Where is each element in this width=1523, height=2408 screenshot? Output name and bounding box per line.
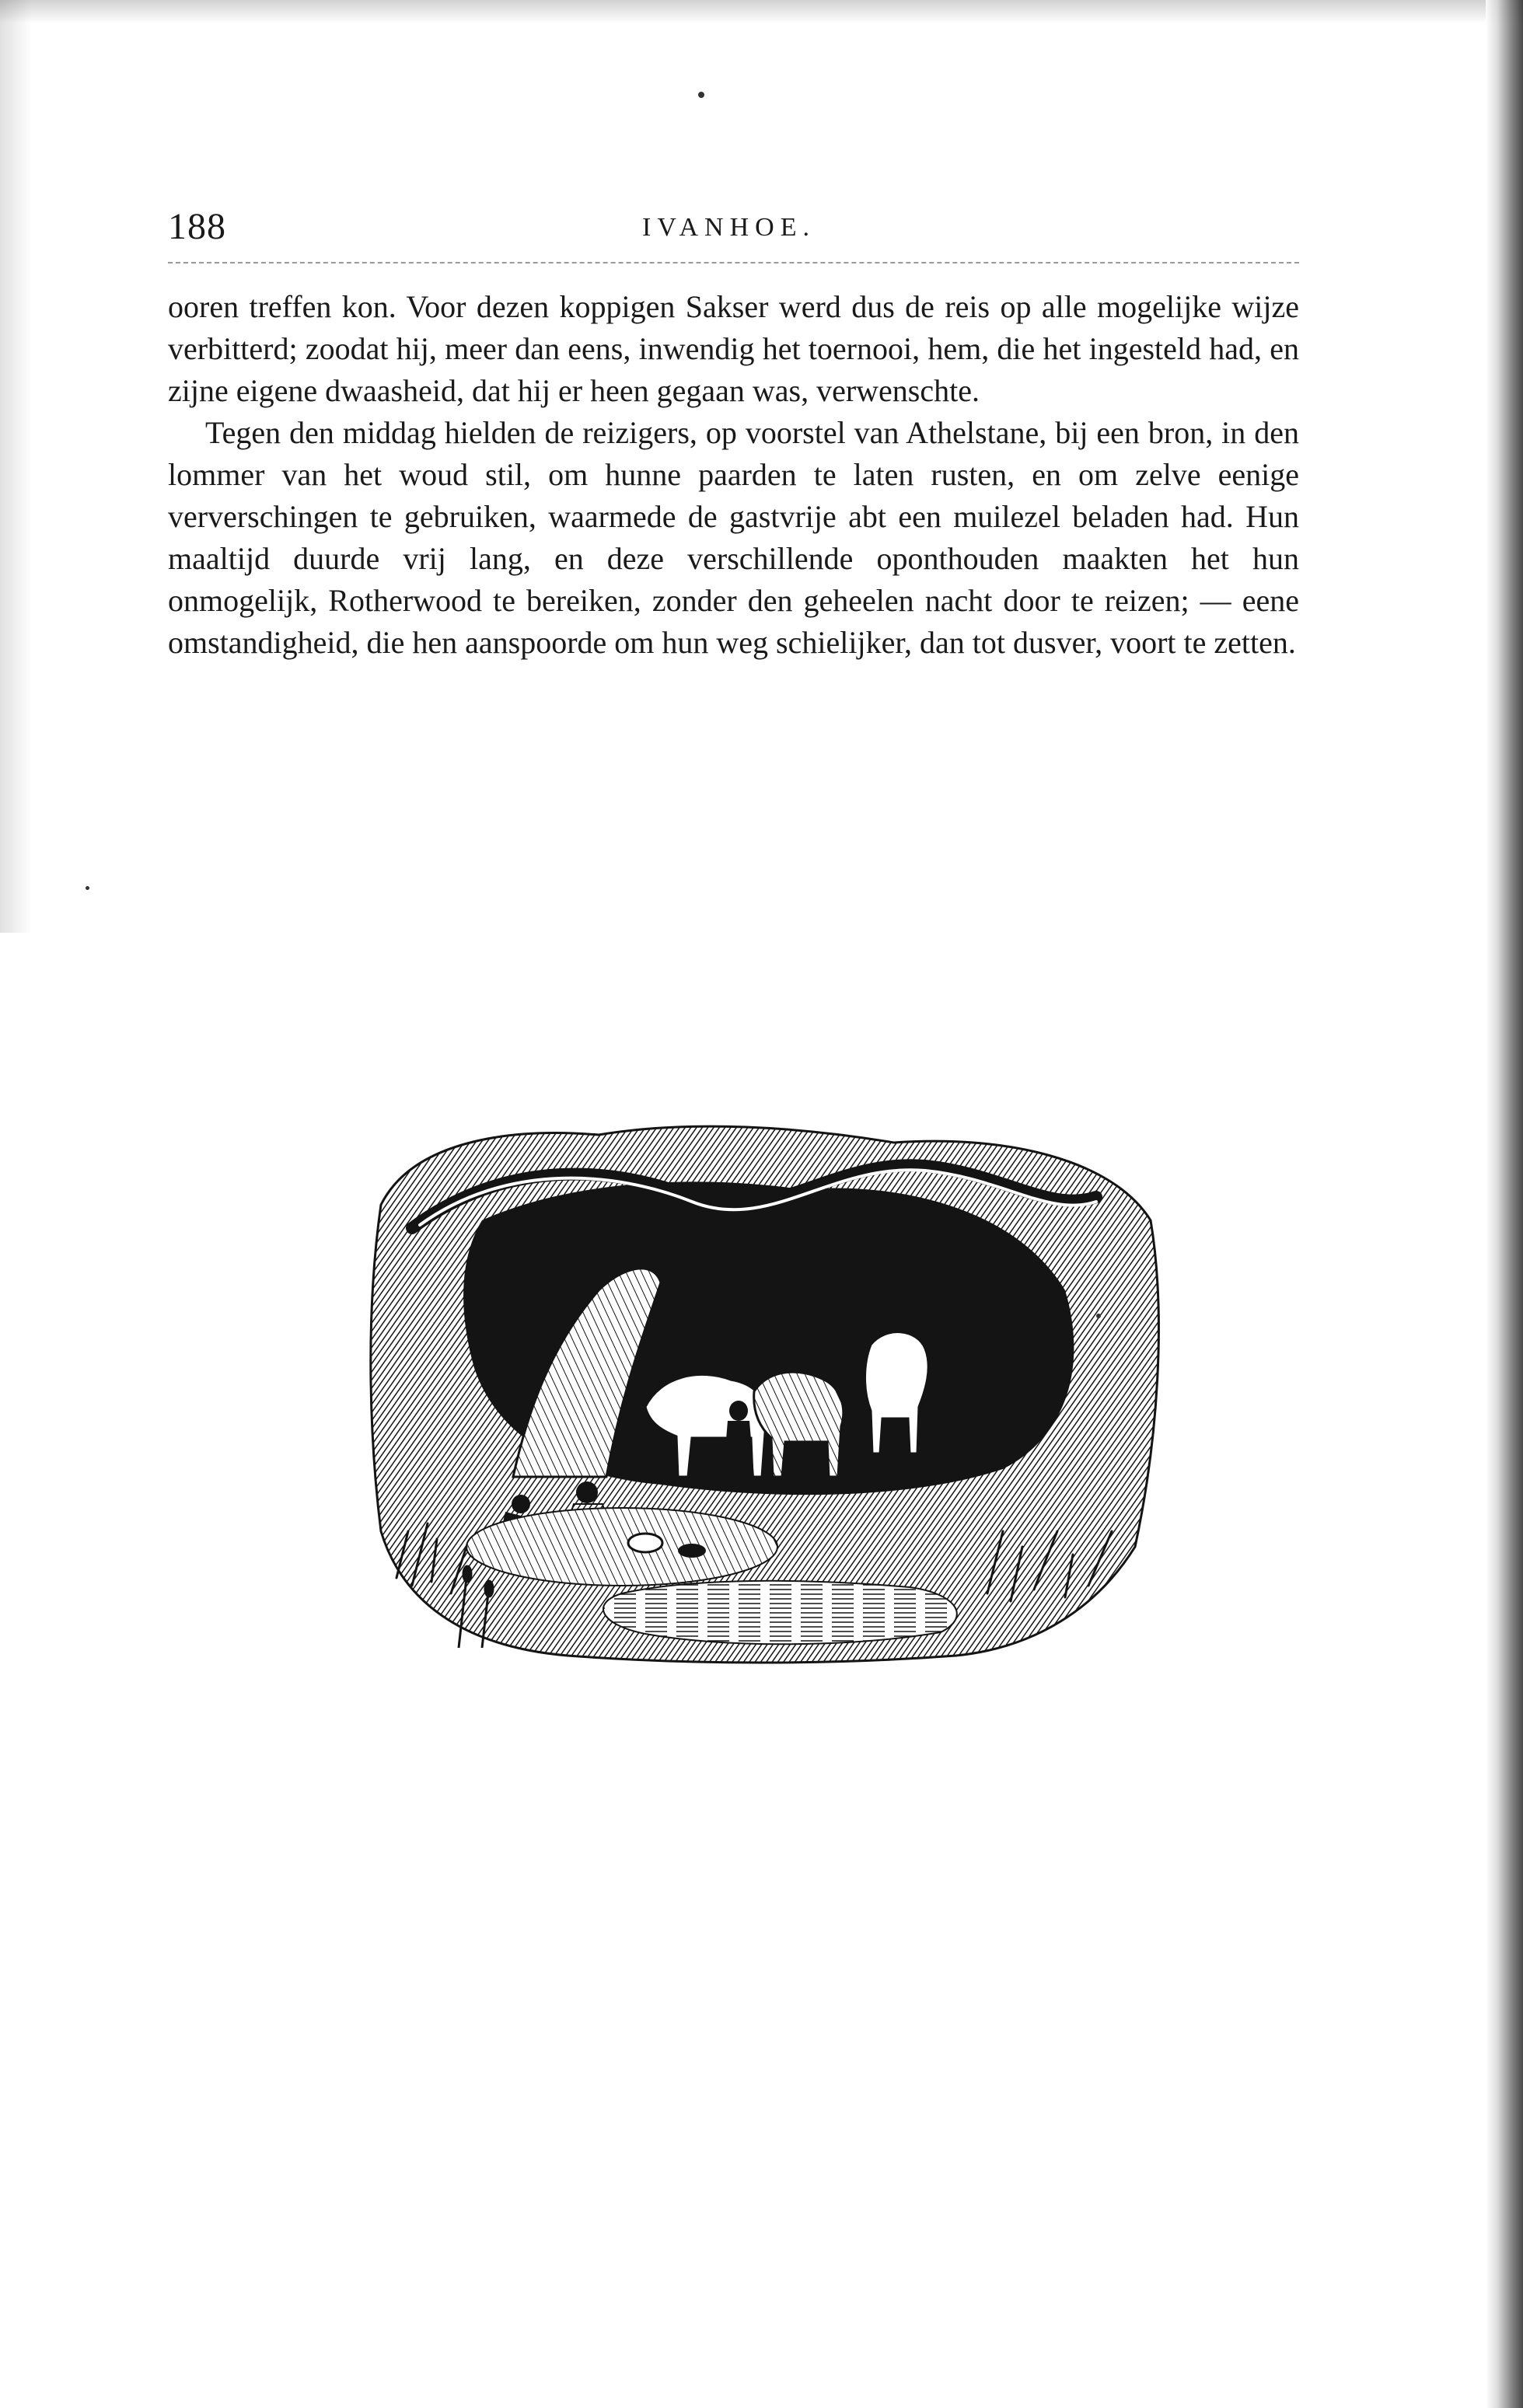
spring-water <box>603 1581 957 1644</box>
header-rule <box>168 262 1299 263</box>
paragraph-1: ooren treffen kon. Voor dezen koppigen Sakser werd dus de reis op alle mogelijke wijze verbitterd; zoodat hij, meer dan eens, inwendig het toernooi, hem, die het ingesteld had, en zijne eigene dwaasheid, dat hij er heen gegaan was, verwenschte. <box>168 289 1299 408</box>
page-number: 188 <box>168 206 226 247</box>
bowl <box>678 1544 706 1558</box>
ink-speck <box>86 886 89 890</box>
book-page-edge <box>1486 0 1523 2408</box>
seated-figure-head <box>576 1481 598 1503</box>
ink-speck <box>698 92 704 98</box>
running-title: IVANHOE. <box>642 213 816 242</box>
ground-clearing <box>466 1508 777 1586</box>
figure-head <box>729 1401 748 1421</box>
figure-body <box>723 1421 754 1477</box>
woodland-engraving <box>365 1112 1174 1671</box>
ink-speck <box>1096 1314 1101 1318</box>
reclining-figure-head <box>512 1495 530 1513</box>
body-text <box>168 286 1299 664</box>
scan-left-shadow <box>0 0 31 933</box>
page-header <box>168 204 1299 258</box>
paragraph-2: Tegen den middag hielden de reizigers, op voorstel van Athelstane, bij een bron, in den lommer van het woud stil, om hunne paarden te laten rusten, en om zelve eenige ververschingen te gebruiken, waarmede de gastvrije abt een muilezel beladen had. Hun maaltijd duurde vrij lang, en deze verschillende oponthouden maakten het hun onmogelijk, Rotherwood te bereiken, zonder den geheelen nacht door te reizen; — eene omstandigheid, die hen aanspoorde om hun weg schielijker, dan tot dusver, voort te zetten. <box>168 415 1299 660</box>
basket <box>628 1534 662 1552</box>
scan-top-shadow <box>0 0 1523 23</box>
